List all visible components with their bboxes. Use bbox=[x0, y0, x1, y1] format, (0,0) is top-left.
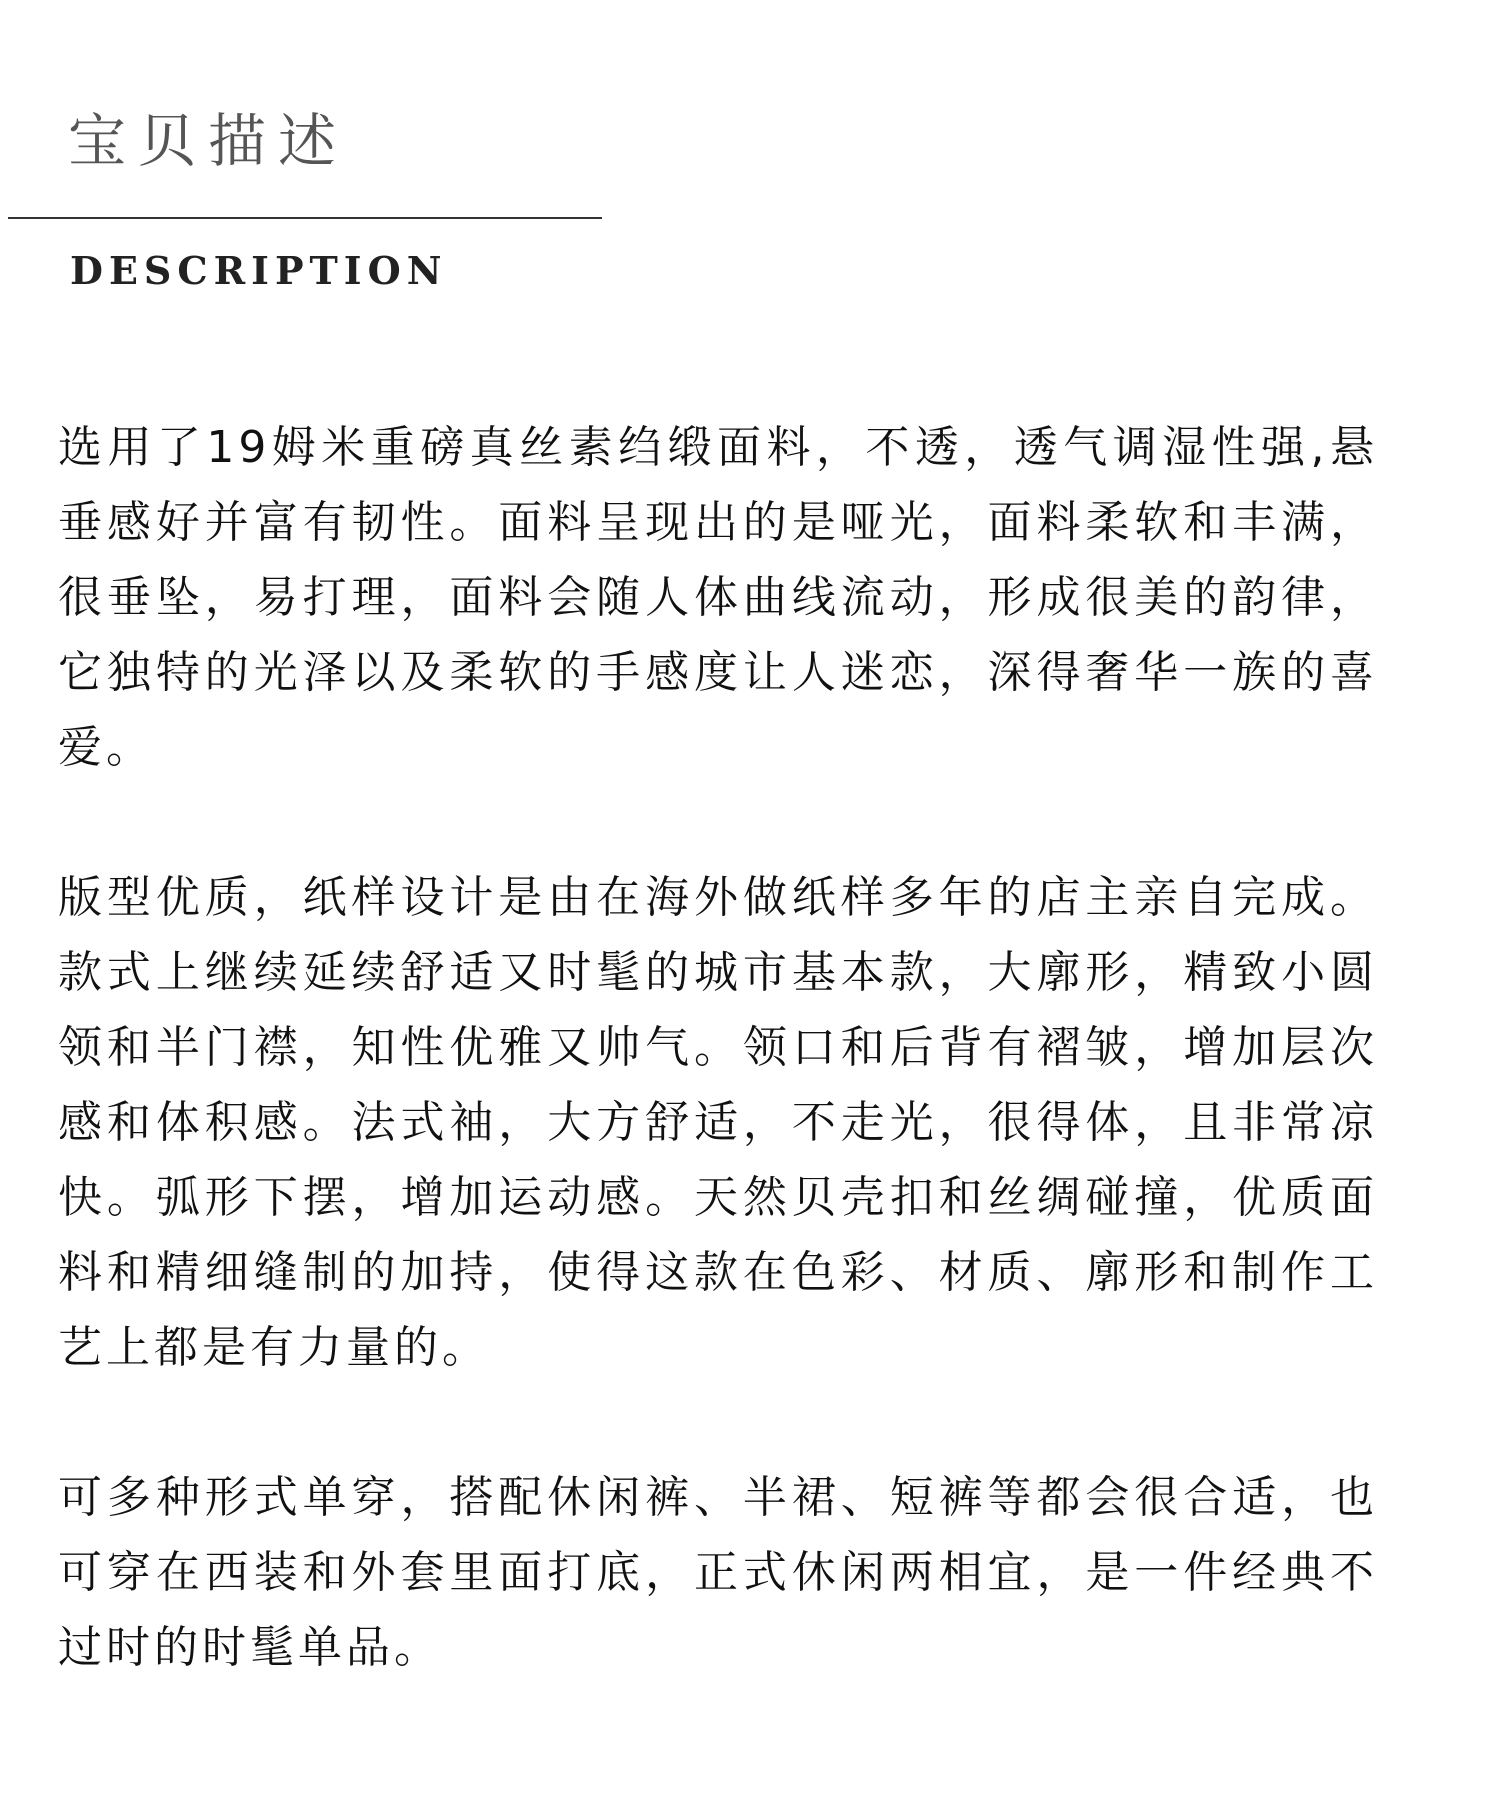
description-paragraph-styling: 可多种形式单穿，搭配休闲裤、半裙、短裤等都会很合适，也可穿在西装和外套里面打底，正式休闲两相宜，是一件经典不过时的时髦单品。 bbox=[58, 1472, 1378, 1673]
description-body bbox=[58, 410, 1378, 1760]
section-title: 宝贝描述 bbox=[68, 107, 349, 175]
description-paragraph-fabric: 选用了19姆米重磅真丝素绉缎面料，不透，透气调湿性强,悬垂感好并富有韧性。面料呈现出的是哑光，面料柔软和丰满，很垂坠，易打理，面料会随人体曲线流动，形成很美的韵律，它独特的光泽以及柔软的手感度让人迷恋，深得奢华一族的喜爱。 bbox=[58, 422, 1378, 773]
description-paragraph-design: 版型优质，纸样设计是由在海外做纸样多年的店主亲自完成。款式上继续延续舒适又时髦的城市基本款，大廓形，精致小圆领和半门襟，知性优雅又帅气。领口和后背有褶皱，增加层次感和体积感。法式袖，大方舒适，不走光，很得体，且非常凉快。弧形下摆，增加运动感。天然贝壳扣和丝绸碰撞，优质面料和精细缝制的加持，使得这款在色彩、材质、廓形和制作工艺上都是有力量的。 bbox=[58, 872, 1378, 1373]
title-divider bbox=[8, 217, 602, 219]
section-subtitle: DESCRIPTION bbox=[70, 248, 448, 293]
